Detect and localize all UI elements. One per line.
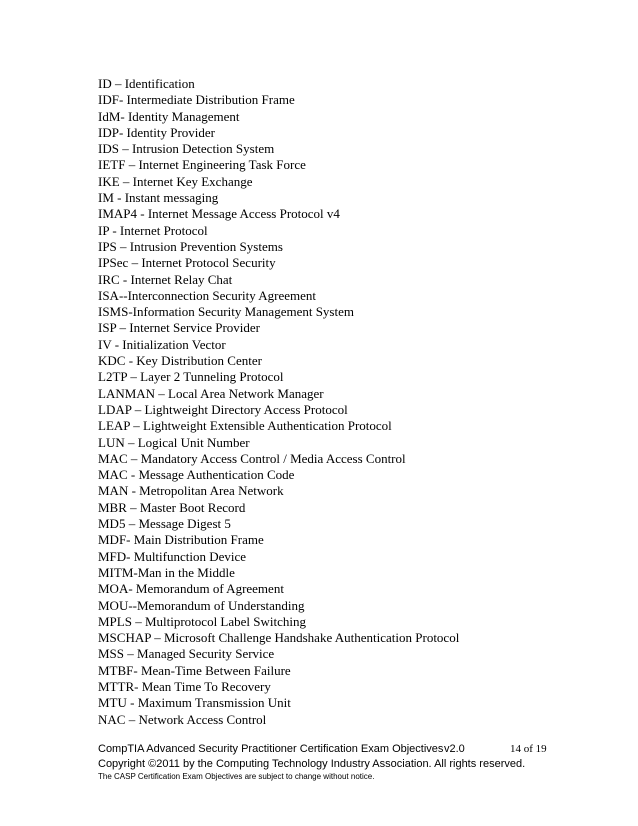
acronym-entry: IDF- Intermediate Distribution Frame bbox=[98, 92, 295, 108]
footer-copyright: Copyright ©2011 by the Computing Technology Industry Association. All rights reserved. bbox=[98, 758, 526, 770]
acronym-entry: NAC – Network Access Control bbox=[98, 711, 267, 727]
acronym-entry: MSCHAP – Microsoft Challenge Handshake Authentication Protocol bbox=[98, 630, 460, 646]
page-footer bbox=[98, 742, 547, 782]
acronym-entry: IDS – Intrusion Detection System bbox=[98, 141, 275, 157]
acronym-list bbox=[98, 76, 518, 728]
acronym-entry: MD5 – Message Digest 5 bbox=[98, 516, 231, 532]
acronym-entry: MBR – Master Boot Record bbox=[98, 499, 246, 515]
acronym-entry: MSS – Managed Security Service bbox=[98, 646, 275, 662]
acronym-entry: L2TP – Layer 2 Tunneling Protocol bbox=[98, 369, 284, 385]
acronym-entry: IPSec – Internet Protocol Security bbox=[98, 255, 276, 271]
footer-page-number: 14 of 19 bbox=[510, 743, 547, 755]
acronym-entry: MAN - Metropolitan Area Network bbox=[98, 483, 284, 499]
acronym-entry: MOU--Memorandum of Understanding bbox=[98, 597, 305, 613]
acronym-entry: IM - Instant messaging bbox=[98, 190, 219, 206]
acronym-entry: LUN – Logical Unit Number bbox=[98, 434, 250, 450]
acronym-entry: ISMS-Information Security Management System bbox=[98, 304, 354, 320]
acronym-entry: LDAP – Lightweight Directory Access Protocol bbox=[98, 401, 348, 417]
acronym-entry: IETF – Internet Engineering Task Force bbox=[98, 157, 306, 173]
acronym-entry: IKE – Internet Key Exchange bbox=[98, 173, 253, 189]
acronym-entry: LANMAN – Local Area Network Manager bbox=[98, 385, 324, 401]
acronym-entry: MDF- Main Distribution Frame bbox=[98, 532, 264, 548]
acronym-entry: MAC – Mandatory Access Control / Media Access Control bbox=[98, 450, 406, 466]
footer-version: v2.0 bbox=[444, 743, 465, 755]
acronym-entry: IP - Internet Protocol bbox=[98, 222, 208, 238]
acronym-entry: IDP- Identity Provider bbox=[98, 124, 215, 140]
acronym-entry: MOA- Memorandum of Agreement bbox=[98, 581, 284, 597]
acronym-entry: MTTR- Mean Time To Recovery bbox=[98, 678, 271, 694]
acronym-entry: MTU - Maximum Transmission Unit bbox=[98, 695, 291, 711]
acronym-entry: IMAP4 - Internet Message Access Protocol v4 bbox=[98, 206, 340, 222]
acronym-entry: ISP – Internet Service Provider bbox=[98, 320, 260, 336]
acronym-entry: KDC - Key Distribution Center bbox=[98, 353, 262, 369]
acronym-entry: IdM- Identity Management bbox=[98, 108, 240, 124]
acronym-entry: MAC - Message Authentication Code bbox=[98, 467, 295, 483]
footer-line-1 bbox=[98, 742, 547, 757]
acronym-entry: LEAP – Lightweight Extensible Authentication Protocol bbox=[98, 418, 392, 434]
footer-title: CompTIA Advanced Security Practitioner Certification Exam Objectives bbox=[98, 743, 444, 755]
acronym-entry: IPS – Intrusion Prevention Systems bbox=[98, 238, 283, 254]
footer-disclaimer: The CASP Certification Exam Objectives are subject to change without notice. bbox=[98, 772, 375, 781]
acronym-entry: IV - Initialization Vector bbox=[98, 336, 226, 352]
acronym-entry: ID – Identification bbox=[98, 76, 195, 91]
acronym-entry: ISA--Interconnection Security Agreement bbox=[98, 287, 317, 303]
acronym-entry: MITM-Man in the Middle bbox=[98, 564, 235, 580]
acronym-entry: IRC - Internet Relay Chat bbox=[98, 271, 233, 287]
acronym-entry: MFD- Multifunction Device bbox=[98, 548, 247, 564]
acronym-entry: MTBF- Mean-Time Between Failure bbox=[98, 662, 291, 678]
acronym-entry: MPLS – Multiprotocol Label Switching bbox=[98, 613, 306, 629]
